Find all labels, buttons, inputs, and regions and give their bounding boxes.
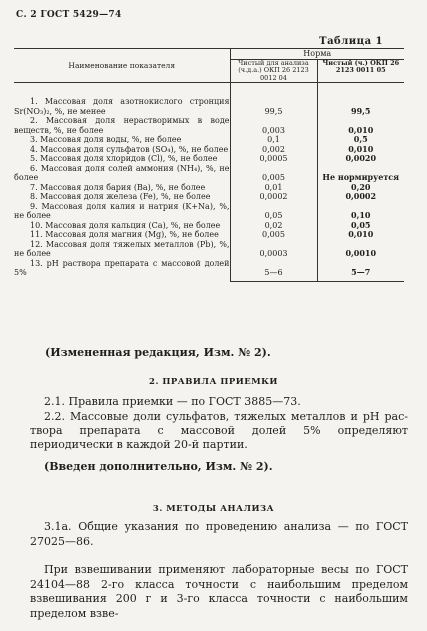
- row-value-chda: 0,0003: [230, 240, 317, 259]
- row-value-chda: 0,005: [230, 230, 317, 240]
- row-value-chda: 0,02: [230, 221, 317, 231]
- section-3-title: 3. МЕТОДЫ АНАЛИЗА: [152, 504, 275, 514]
- row-value-ch: 99,5: [317, 97, 404, 116]
- row-name: 6. Массовая доля солей аммония (NH₄), %, не более: [14, 163, 230, 182]
- section-2-title: 2. ПРАВИЛА ПРИЕМКИ: [149, 377, 278, 387]
- row-value-chda: 0,002: [230, 145, 317, 155]
- row-value-chda: 0,005: [230, 164, 317, 183]
- paragraph-3-1a-scales: При взвешивании применяют лабораторные весы по ГОСТ 24104—88 2-го класса точности с наибольшим пределом взвешивания 200 г и 3-го класса точности с наибольшим пределом взве-: [30, 563, 408, 620]
- table-row: [14, 192, 404, 202]
- row-name: 4. Массовая доля сульфатов (SO₄), %, не более: [30, 144, 229, 154]
- table-row: [14, 164, 404, 183]
- row-value-chda: 0,0005: [230, 154, 317, 164]
- row-name: 2. Массовая доля нерастворимых в воде веществ, %, не более: [14, 116, 230, 135]
- row-name: 3. Массовая доля воды, %, не более: [30, 135, 182, 144]
- row-value-ch: 0,010: [317, 116, 404, 135]
- row-name: 5. Массовая доля хлоридов (Cl), %, не более: [30, 154, 218, 163]
- row-value-ch: 0,05: [317, 221, 404, 231]
- row-name: 12. Массовая доля тяжелых металлов (Pb), %, не более: [14, 239, 230, 258]
- page-header: С. 2 ГОСТ 5429—74: [16, 10, 122, 20]
- table-row: [14, 259, 404, 278]
- table-row: [14, 116, 404, 135]
- table-row: [14, 221, 404, 231]
- row-value-ch: 0,10: [317, 202, 404, 221]
- row-value-ch: 0,010: [317, 230, 404, 240]
- edit-note-2: (Введен дополнительно, Изм. № 2).: [44, 460, 273, 473]
- paragraph-3-1a: 3.1а. Общие указания по проведению анализа — по ГОСТ 27025—86.: [30, 520, 408, 548]
- row-value-chda: 5—6: [230, 259, 317, 278]
- row-value-ch: 0,20: [317, 183, 404, 193]
- row-value-ch: 5—7: [317, 259, 404, 278]
- paragraph-2-2: 2.2. Массовые доли сульфатов, тяжелых металлов и pH раствора препарата с массовой долей 5% определяют периодически в каждой 20-й партии.: [30, 410, 408, 451]
- row-value-chda: 0,05: [230, 202, 317, 221]
- row-value-chda: 0,003: [230, 116, 317, 135]
- row-value-chda: 0,0002: [230, 192, 317, 202]
- table-title: Таблица 1: [319, 36, 383, 47]
- row-value-chda: 99,5: [230, 97, 317, 116]
- table-row: [14, 230, 404, 240]
- row-value-ch: 0,0002: [317, 192, 404, 202]
- row-value-ch: Не нормируется: [317, 164, 404, 183]
- row-value-chda: 0,1: [230, 135, 317, 145]
- row-value-ch: 0,5: [317, 135, 404, 145]
- row-name: 11. Массовая доля магния (Mg), %, не более: [30, 230, 219, 239]
- grade-ch-header: Чистый (ч.) ОКП 26 2123 0011 05: [317, 59, 404, 83]
- row-name: 13. pH раствора препарата с массовой долей 5%: [14, 258, 230, 277]
- row-value-ch: 0,0020: [317, 154, 404, 164]
- row-value-chda: 0,01: [230, 183, 317, 193]
- grade-chda-header: Чистый для анализа (ч.д.а.) ОКП 26 2123 0012 04: [230, 59, 317, 83]
- table-row: [14, 240, 404, 259]
- row-name: 9. Массовая доля калия и натрия (K+Na), %, не более: [14, 201, 230, 220]
- specs-table: [14, 48, 404, 282]
- row-value-ch: 0,0010: [317, 240, 404, 259]
- table-row: [14, 202, 404, 221]
- row-name: 7. Массовая доля бария (Ba), %, не более: [30, 182, 206, 192]
- name-column-header: Наименование показателя: [14, 49, 230, 83]
- table-row: [14, 135, 404, 145]
- norma-header: Норма: [230, 49, 404, 60]
- paragraph-2-1: 2.1. Правила приемки — по ГОСТ 3885—73.: [44, 395, 301, 408]
- table-row: [14, 97, 404, 116]
- row-name: 1. Массовая доля азотнокислого стронция Sr(NO₃)₂, %, не менее: [14, 97, 230, 116]
- row-value-ch: 0,010: [317, 145, 404, 155]
- row-name: 10. Массовая доля кальция (Ca), %, не более: [30, 220, 221, 230]
- table-row: [14, 154, 404, 164]
- row-name: 8. Массовая доля железа (Fe), %, не более: [30, 192, 211, 201]
- edit-note-1: (Измененная редакция, Изм. № 2).: [45, 346, 271, 359]
